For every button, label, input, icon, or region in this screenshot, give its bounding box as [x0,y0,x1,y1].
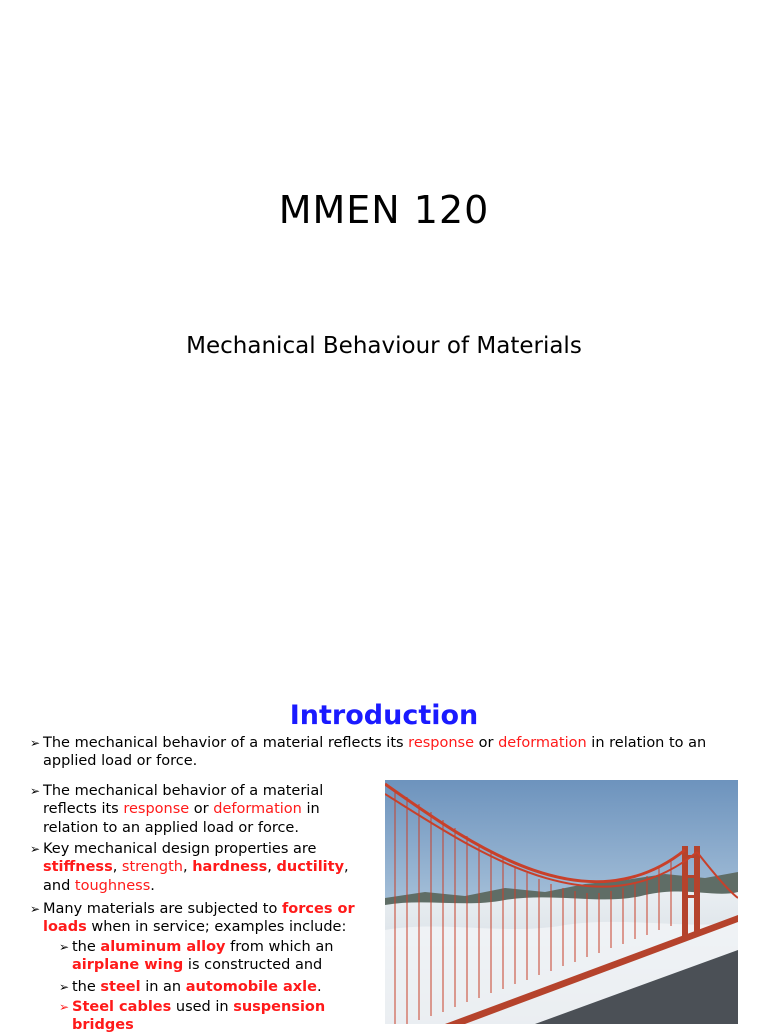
bullet-text: The mechanical behavior of a material reflects its response or deformation in relation to an applied load or force. [43,735,707,770]
bridge-illustration [385,780,738,1024]
arrow-bullet-icon: ➢ [59,980,70,994]
introduction-title: Introduction [289,700,479,731]
arrow-bullet-icon: ➢ [30,736,41,750]
bullet-text: Steel cables used in suspension bridges [72,999,326,1034]
arrow-bullet-icon: ➢ [30,842,41,856]
sub-bullet-steel [59,978,379,996]
bullet-text: The mechanical behavior of a material reflects its response or deformation in relation to an applied load or force. [43,783,324,836]
arrow-bullet-icon: ➢ [59,940,70,954]
bullet-forces-loads [30,900,375,937]
course-subtitle: Mechanical Behaviour of Materials [186,333,582,359]
bullet-design-properties [30,840,375,895]
arrow-bullet-icon: ➢ [59,1000,70,1014]
arrow-bullet-icon: ➢ [30,784,41,798]
bullet-mechanical-behavior-wide [30,734,742,771]
bullet-text: Key mechanical design properties are stiffness, strength, hardness, ductility, and toughness. [43,841,349,894]
course-code-title: MMEN 120 [278,188,490,232]
golden-gate-bridge-photo [385,780,738,1024]
sub-bullet-aluminum [59,938,379,975]
arrow-bullet-icon: ➢ [30,902,41,916]
sub-bullet-steel-cables [59,998,389,1035]
bullet-text: the steel in an automobile axle. [72,979,322,995]
bullet-mechanical-behavior [30,782,375,837]
bullet-text: the aluminum alloy from which an airplane wing is constructed and [72,939,334,974]
bullet-text: Many materials are subjected to forces or loads when in service; examples include: [43,901,355,936]
introduction-slide [0,660,768,1034]
